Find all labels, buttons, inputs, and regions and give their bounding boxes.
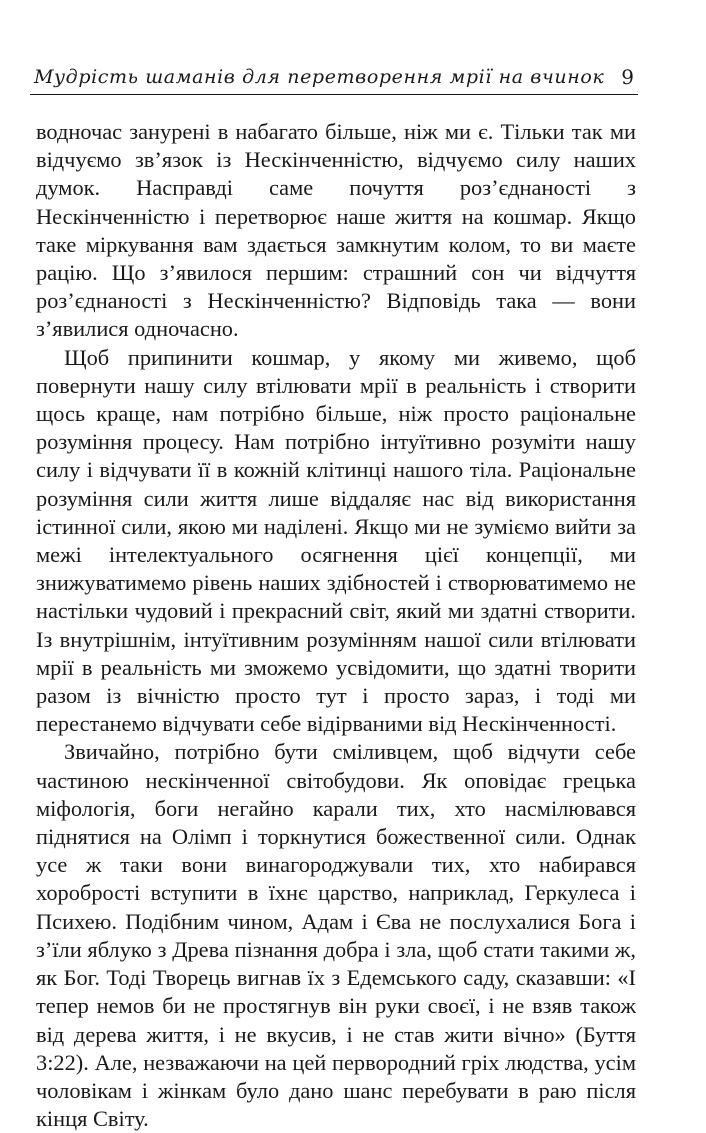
paragraph-2: Щоб припинити кошмар, у якому ми живемо, щоб повернути нашу силу втілювати мрії в реальність і створити щось краще, нам потрібно більше, ніж просто раціональне розуміння процесу. Нам потрібно інтуїтивно розуміти нашу силу і відчувати її в кожній клітинці нашого тіла. Раціональне розуміння сили життя лише віддаляє нас від використання істинної сили, якою ми наділені. Якщо ми не зуміємо вийти за межі інтелектуального осягнення цієї концепції, ми знижуватимемо рівень наших здібностей і створюватимемо не настільки чудовий і прекрасний світ, який ми здатні створити. Із внутрішнім, інтуїтивним розумінням нашої сили втілювати мрії в реальність ми зможемо усвідомити, що здатні творити разом із вічністю просто тут і просто зараз, і тоді ми перестанемо відчувати себе відірваними від Нескінченності. (36, 344, 636, 737)
header-rule (30, 94, 638, 95)
body-text (36, 118, 636, 1133)
paragraph-3: Звичайно, потрібно бути сміливцем, щоб відчути себе частиною нескінченної світобудови. Як оповідає грецька міфологія, боги негайно карали тих, хто насмілювався піднятися на Олімп і торкнутися божественної сили. Однак усе ж таки вони винагороджували тих, хто набирався хоробрості вступити в їхнє царство, наприклад, Геркулеса і Психею. Подібним чином, Адам і Єва не послухалися Бога і з’їли яблуко з Древа пізнання добра і зла, щоб стати такими ж, як Бог. Тоді Творець вигнав їх з Едемського саду, сказавши: «І тепер немов би не простягнув він руки своєї, і не взяв також від дерева життя, і не вкусив, і не став жити вічно» (Буття 3:22). Але, незважаючи на цей первородний гріх людства, усім чоловікам і жінкам було дано шанс перебувати в раю після кінця Світу. (36, 739, 636, 1132)
running-title: Мудрість шаманів для перетворення мрії на вчинок (34, 66, 605, 88)
paragraph-1: водночас занурені в набагато більше, ніж ми є. Тільки так ми відчуємо зв’язок із Нескінченністю, відчуємо силу наших думок. Насправді саме почуття роз’єднаності з Нескінченністю і перетворює наше життя на кошмар. Якщо таке міркування вам здається замкнутим колом, то ви маєте рацію. Що з’явилося першим: страшний сон чи відчуття роз’єднаності з Нескінченністю? Відповідь така — вони з’явилися одночасно. (36, 119, 636, 342)
page-number: 9 (621, 65, 634, 89)
